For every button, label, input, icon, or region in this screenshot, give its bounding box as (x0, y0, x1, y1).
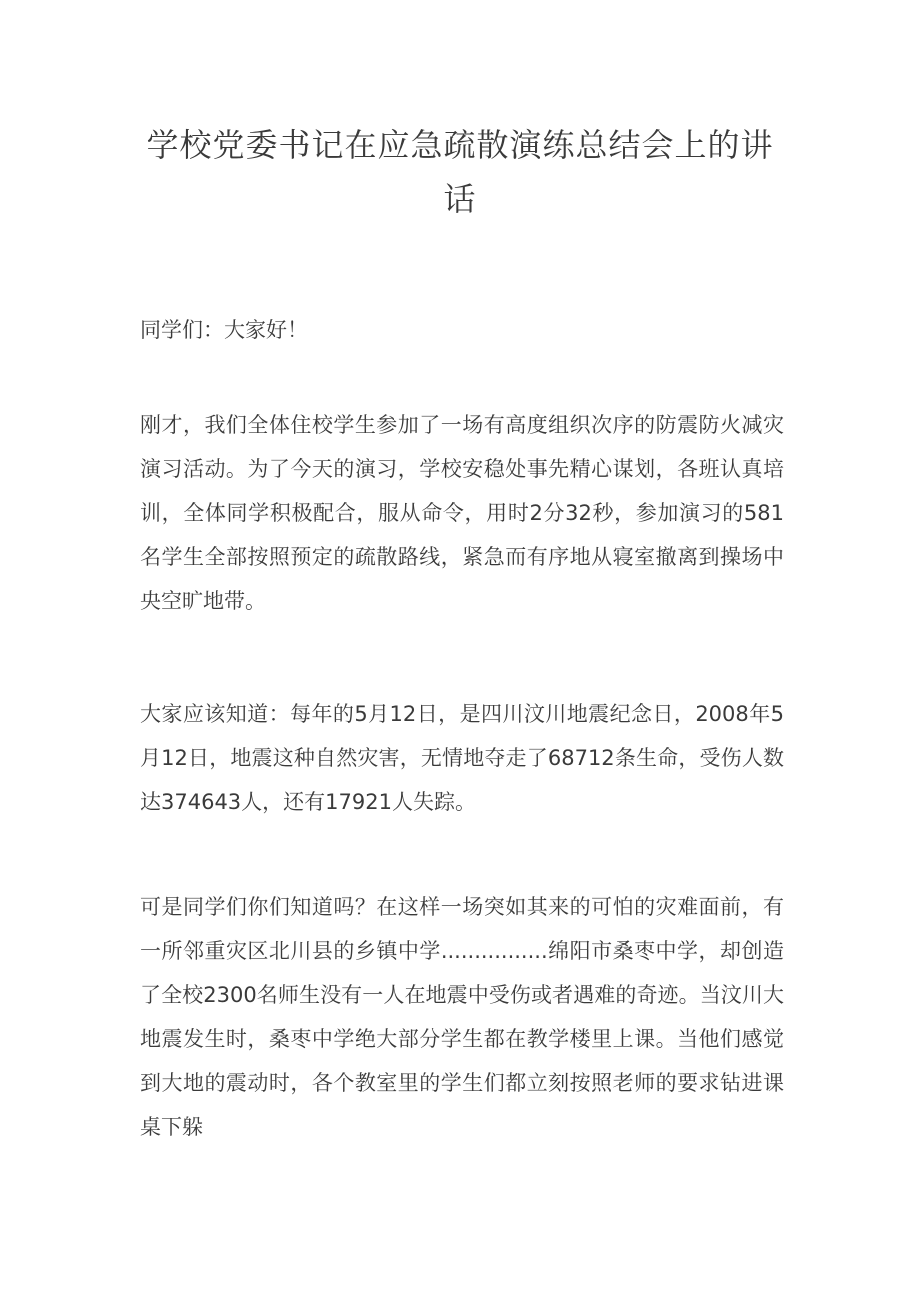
document-title: 学校党委书记在应急疏散演练总结会上的讲话 (146, 126, 774, 218)
paragraph-sangzao-school: 可是同学们你们知道吗？在这样一场突如其来的可怕的灾难面前，有一所邻重灾区北川县的乡镇中学................绵阳市桑枣中学，却创造了全校2300名师生没有一人在地震中受伤或者遇难的奇迹。当汶川大地震发生时，桑枣中学绝大部分学生都在教学楼里上课。当他们感觉到大地的震动时，各个教室里的学生们都立刻按照老师的要求钻进课桌下躲 (140, 895, 784, 1139)
greeting-paragraph: 同学们：大家好！ (140, 318, 308, 342)
paragraph-earthquake-facts: 大家应该知道：每年的5月12日，是四川汶川地震纪念日，2008年5月12日，地震这种自然灾害，无情地夺走了68712条生命，受伤人数达374643人，还有17921人失踪。 (140, 702, 784, 814)
paragraph-drill-summary: 刚才，我们全体住校学生参加了一场有高度组织次序的防震防火减灾演习活动。为了今天的演习，学校安稳处事先精心谋划，各班认真培训，全体同学积极配合，服从命令，用时2分32秒，参加演习的581名学生全部按照预定的疏散路线，紧急而有序地从寝室撤离到操场中央空旷地带。 (140, 413, 784, 613)
